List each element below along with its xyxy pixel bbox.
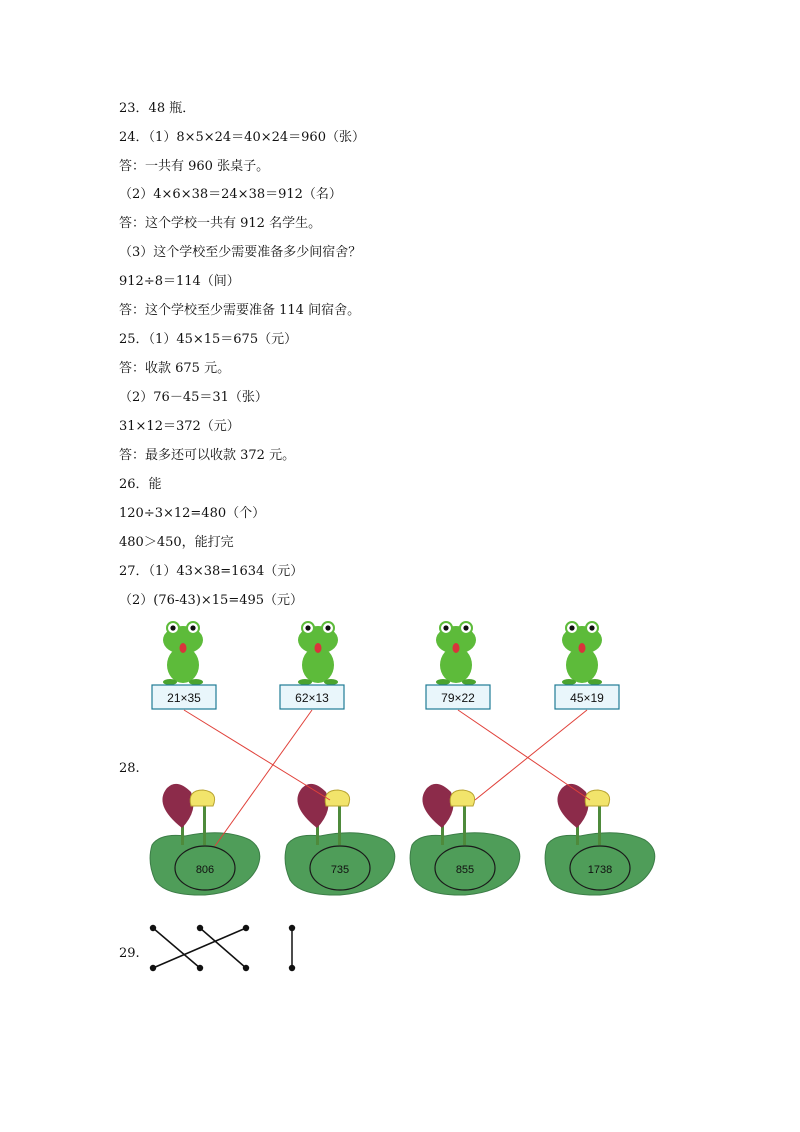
text-line: 120÷3×12=480（个）: [119, 506, 266, 521]
frog-pupil: [569, 625, 574, 630]
lotus-bud-icon: [162, 784, 193, 828]
stem-icon: [598, 805, 601, 845]
frog-mouth: [315, 643, 322, 653]
question-28-label: 28.: [119, 761, 140, 776]
frog-pupil: [305, 625, 310, 630]
frog-mouth: [453, 643, 460, 653]
text-line: 26．能: [119, 477, 162, 492]
frog-pupil: [325, 625, 330, 630]
lotus-flower-icon: [450, 790, 474, 806]
dot-icon: [197, 925, 203, 931]
text-line: 答：收款 675 元。: [119, 361, 231, 376]
answer-value: 806: [195, 864, 215, 876]
lotus-bud-icon: [422, 784, 453, 828]
dot-icon: [243, 925, 249, 931]
frog-icon: [555, 622, 619, 709]
text-line: 答：这个学校一共有 912 名学生。: [119, 216, 322, 231]
text-line: （2）4×6×38＝24×38＝912（名）: [119, 187, 342, 202]
text-line: 480＞450，能打完: [119, 535, 234, 550]
text-line: 答：一共有 960 张桌子。: [119, 159, 270, 174]
answer-value: 855: [455, 864, 475, 876]
frog-pupil: [589, 625, 594, 630]
text-line: （2）76－45＝31（张）: [119, 390, 268, 405]
frog-foot: [588, 679, 602, 685]
frog-icon: [152, 622, 216, 709]
frog-foot: [324, 679, 338, 685]
text-line: 27．（1）43×38=1634（元）: [119, 564, 304, 579]
stem-icon: [203, 805, 206, 845]
frog-foot: [462, 679, 476, 685]
lotus-flower-icon: [190, 790, 214, 806]
lotus-flower-icon: [325, 790, 349, 806]
connect-line: [200, 928, 246, 968]
frog-pupil: [190, 625, 195, 630]
lotus-bud-icon: [557, 784, 588, 828]
lotus-bud-icon: [297, 784, 328, 828]
lotus-flower-icon: [585, 790, 609, 806]
lotus-pad-icon: [150, 784, 260, 895]
dot-icon: [150, 965, 156, 971]
connect-line: [153, 928, 246, 968]
connect-line: [153, 928, 200, 968]
frog-foot: [163, 679, 177, 685]
lotus-pad-icon: [285, 784, 395, 895]
stem-icon: [463, 805, 466, 845]
expression-label: 62×13: [295, 691, 329, 705]
frog-pupil: [463, 625, 468, 630]
question-29-label: 29.: [119, 946, 140, 961]
lotus-pad-icon: [410, 784, 520, 895]
frog-foot: [436, 679, 450, 685]
text-line: （2）(76-43)×15=495（元）: [119, 593, 304, 608]
expression-label: 79×22: [441, 691, 475, 705]
text-line: 31×12＝372（元）: [119, 419, 240, 434]
expression-label: 21×35: [167, 691, 201, 705]
frog-icon: [280, 622, 344, 709]
frog-foot: [189, 679, 203, 685]
lotus-pad-icon: [545, 784, 655, 895]
text-line: 答：这个学校至少需要准备 114 间宿舍。: [119, 303, 361, 318]
dot-icon: [289, 965, 295, 971]
dot-icon: [289, 925, 295, 931]
expression-label: 45×19: [570, 691, 604, 705]
frog-pupil: [170, 625, 175, 630]
frog-foot: [298, 679, 312, 685]
frog-mouth: [579, 643, 586, 653]
answer-value: 735: [330, 864, 350, 876]
text-line: 912÷8＝114（间）: [119, 274, 240, 289]
match-line: [215, 710, 312, 846]
text-line: 23．48 瓶．: [119, 101, 196, 116]
text-line: 24．（1）8×5×24＝40×24＝960（张）: [119, 130, 365, 145]
frog-foot: [562, 679, 576, 685]
dot-icon: [243, 965, 249, 971]
text-line: 答：最多还可以收款 372 元。: [119, 448, 296, 463]
stem-icon: [338, 805, 341, 845]
frog-pupil: [443, 625, 448, 630]
frog-icon: [426, 622, 490, 709]
dot-icon: [150, 925, 156, 931]
dot-icon: [197, 965, 203, 971]
frog-mouth: [180, 643, 187, 653]
text-line: （3）这个学校至少需要准备多少间宿舍？: [119, 245, 362, 260]
answer-value: 1738: [587, 864, 613, 876]
text-line: 25．（1）45×15＝675（元）: [119, 332, 298, 347]
